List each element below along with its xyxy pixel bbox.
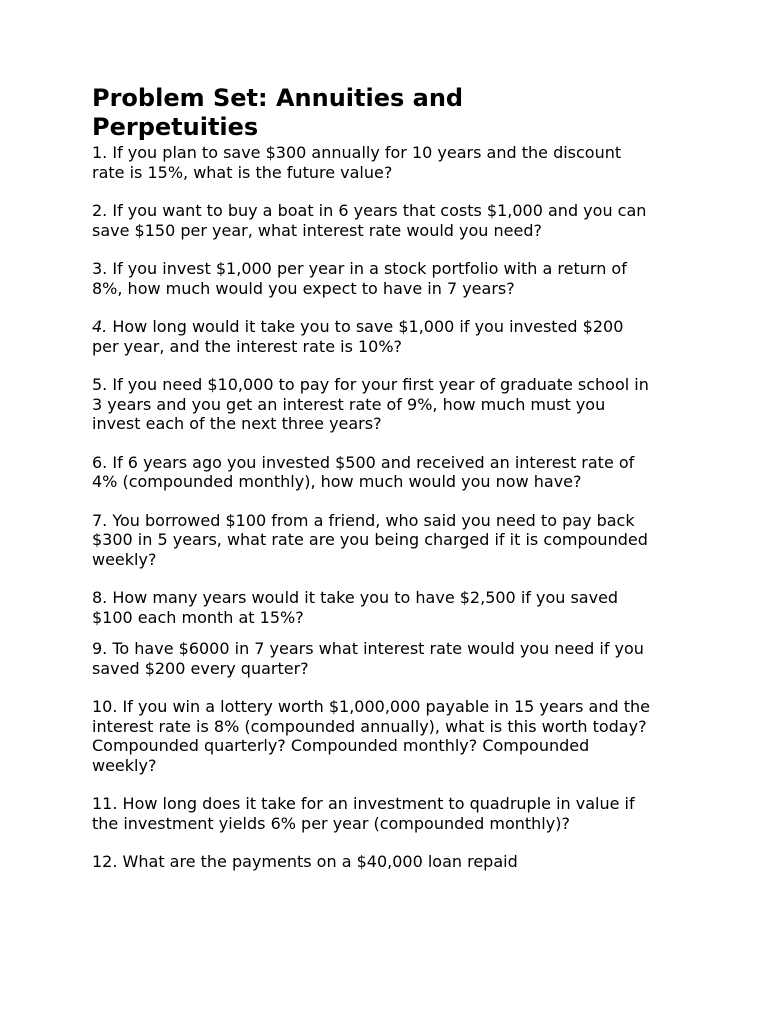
document-page (92, 84, 652, 891)
question-text: If you win a lottery worth $1,000,000 payable in 15 years and the interest rate is 8% (compounded annually), what is this worth today? Compounded quarterly? Compounded monthly? Compounded weekly? (92, 697, 650, 775)
question-number: 8. (92, 588, 108, 607)
question-number: 5. (92, 375, 108, 394)
question-number: 11. (92, 794, 118, 813)
title-line-1: Problem Set: Annuities and (92, 84, 464, 112)
question-number: 6. (92, 452, 108, 472)
question-2 (92, 201, 652, 240)
question-3 (92, 259, 652, 298)
question-11 (92, 794, 652, 833)
question-12 (92, 852, 652, 872)
title-line-2: Perpetuities (92, 113, 259, 141)
question-text: You borrowed $100 from a friend, who said you need to pay back $300 in 5 years, what rate are you being charged if it is compounded weekly? (92, 510, 648, 569)
question-10 (92, 697, 652, 775)
question-text: If you need $10,000 to pay for your first year of graduate school in 3 years and you get an interest rate of 9%, how much must you invest each of the next three years? (92, 375, 649, 433)
question-number: 10. (92, 697, 118, 716)
question-text: To have $6000 in 7 years what interest rate would you need if you saved $200 every quarter? (92, 639, 644, 678)
question-9 (92, 639, 652, 678)
question-text: How long would it take you to save $1,000 if you invested $200 per year, and the interest rate is 10%? (92, 317, 624, 356)
question-number: 3. (92, 259, 108, 278)
question-text: If you plan to save $300 annually for 10 years and the discount rate is 15%, what is the future value? (92, 143, 622, 182)
document-title (92, 84, 652, 142)
question-number: 7. (92, 510, 108, 530)
question-number: 2. (92, 201, 108, 220)
question-6 (92, 453, 652, 492)
question-4 (92, 317, 652, 356)
question-7 (92, 511, 652, 570)
question-text: How many years would it take you to have $2,500 if you saved $100 each month at 15%? (92, 588, 619, 627)
question-text: What are the payments on a $40,000 loan repaid (122, 852, 518, 871)
question-5 (92, 375, 652, 434)
question-number: 12. (92, 852, 118, 871)
question-1 (92, 143, 652, 182)
question-text: If you want to buy a boat in 6 years that costs $1,000 and you can save $150 per year, what interest rate would you need? (92, 201, 647, 240)
question-8 (92, 588, 652, 627)
question-number: 4. (92, 317, 108, 336)
question-text: How long does it take for an investment to quadruple in value if the investment yields 6% per year (compounded monthly)? (92, 794, 635, 833)
question-number: 9. (92, 639, 108, 658)
question-text: If you invest $1,000 per year in a stock portfolio with a return of 8%, how much would you expect to have in 7 years? (92, 259, 627, 298)
question-number: 1. (92, 143, 108, 162)
question-text: If 6 years ago you invested $500 and received an interest rate of 4% (compounded monthly), how much would you now have? (92, 452, 635, 491)
